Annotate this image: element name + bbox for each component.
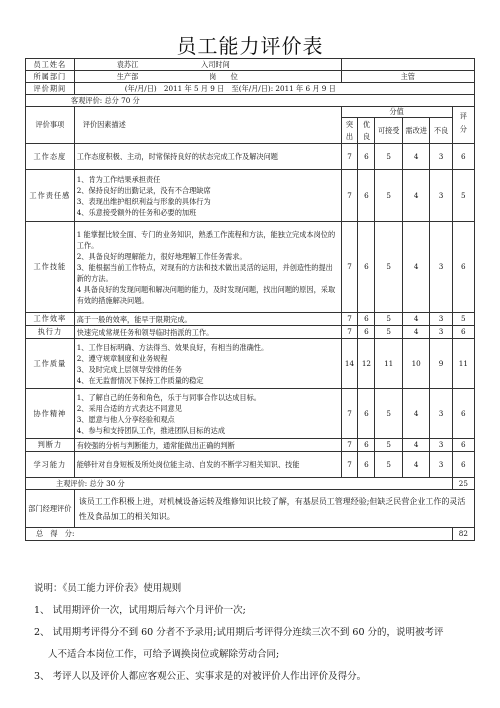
score-value: 5	[375, 144, 403, 170]
usage-rules	[34, 578, 480, 688]
rules-intro: 说明：《员工能力评价表》使用规则	[34, 583, 182, 594]
rating-value: 6	[452, 389, 474, 439]
score-value: 4	[402, 222, 430, 313]
criteria-description	[74, 439, 341, 452]
score-value: 3	[430, 389, 452, 439]
criteria-item: 学习能力	[26, 452, 75, 478]
department: 生产部	[116, 71, 139, 81]
score-value: 7	[341, 439, 358, 452]
description-line: 4、参与和支持团队工作，推进团队目标的达成	[76, 425, 226, 435]
score-value: 3	[430, 144, 452, 170]
score-value: 4	[402, 439, 430, 452]
description-line: 2、具备良好的理解能力，很好地理解工作任务需求。	[76, 251, 247, 261]
description-line: 3、表现出维护组织利益与形象的具体行为	[76, 196, 211, 206]
criteria-description	[74, 144, 341, 170]
description-line: 工作态度积极、主动，时常保持良好的状态完成工作及解决问题	[76, 152, 278, 161]
position-value: 主管	[341, 71, 474, 83]
score-value: 7	[341, 144, 358, 170]
score-value: 5	[375, 313, 403, 326]
score-value: 7	[341, 452, 358, 478]
score-value: 4	[402, 389, 430, 439]
score-value: 12	[358, 339, 375, 389]
score-value: 4	[402, 313, 430, 326]
criteria-row	[26, 222, 475, 313]
score-value: 6	[358, 326, 375, 339]
criteria-description	[74, 222, 341, 313]
description-line: 有较强的分析与判断能力，通常能做出正确的判断	[76, 440, 235, 450]
score-value: 10	[402, 339, 430, 389]
score-value: 6	[358, 389, 375, 439]
description-line: 1 能掌握比较全面、专门的业务知识，熟悉工作流程和方法，能独立完成本岗位的工作。	[76, 229, 336, 250]
rule-3: 3、 考评人以及评价人都应客观公正、实事求是的对被评价人作出评价及得分。	[34, 671, 367, 682]
score-value: 6	[358, 144, 375, 170]
description-line: 能够针对自身短板及所处岗位能主动、自发的不断学习相关知识、技能	[76, 460, 300, 469]
criteria-description	[74, 339, 341, 389]
header-rate: 评分	[452, 107, 474, 144]
entry-time-label: 入司时间	[201, 59, 230, 69]
criteria-description	[74, 389, 341, 439]
header-desc: 评价因素描述	[74, 107, 341, 144]
subjective-score: 25	[452, 478, 474, 490]
header-item: 评价事项	[26, 107, 75, 144]
rating-value: 6	[452, 222, 474, 313]
description-line: 1、了解自己的任务和角色，乐于与同事合作以达成目标。	[76, 392, 261, 402]
score-value: 5	[375, 222, 403, 313]
score-value: 6	[358, 313, 375, 326]
criteria-row	[26, 326, 475, 339]
description-line: 2、采用合适的方式表达不同意见	[76, 403, 182, 413]
description-line: 3、愿意与他人分享经验和观点	[76, 414, 175, 424]
score-value: 4	[402, 452, 430, 478]
description-line: 高于一般的效率，能早于限期完成。	[76, 314, 192, 324]
score-value: 5	[375, 452, 403, 478]
manager-row	[26, 490, 475, 528]
objective-total: 客观评价: 总分 70 分	[26, 95, 475, 107]
score-value: 6	[358, 452, 375, 478]
score-value: 5	[375, 439, 403, 452]
criteria-item: 协作精神	[26, 389, 75, 439]
rating-value: 11	[452, 339, 474, 389]
score-value: 7	[341, 222, 358, 313]
score-value: 5	[375, 170, 403, 222]
score-value: 4	[402, 144, 430, 170]
info-row-period	[26, 83, 475, 95]
rating-value: 6	[452, 452, 474, 478]
description-line: 1、肯为工作结果承担责任	[76, 174, 161, 184]
score-value: 6	[358, 170, 375, 222]
subjective-row	[26, 478, 475, 490]
rating-value: 5	[452, 170, 474, 222]
info-row-name	[26, 59, 475, 71]
dept-label: 所属部门	[26, 71, 75, 83]
score-value: 5	[375, 389, 403, 439]
level-needs-improvement: 需改进	[402, 118, 430, 144]
score-value: 3	[430, 222, 452, 313]
description-line: 1、工作目标明确、方法得当、效果良好，有相当的准确性。	[76, 342, 269, 352]
score-value: 14	[341, 339, 358, 389]
description-line: 2、保持良好的出勤记录，没有不合理缺席	[76, 185, 211, 195]
score-value: 7	[341, 313, 358, 326]
rating-value: 6	[452, 326, 474, 339]
score-value: 4	[402, 170, 430, 222]
criteria-description	[74, 326, 341, 339]
period-label: 评价期间	[26, 83, 75, 95]
score-value: 6	[358, 222, 375, 313]
criteria-item: 判断力	[26, 439, 75, 452]
total-row	[26, 528, 475, 541]
criteria-description	[74, 313, 341, 326]
manager-comment: 该员工工作积极上进，对机械设备运转及维修知识比较了解，有基层员工管理经验;但缺乏民营企业工作的灵活性及食品加工的相关知识。	[74, 490, 474, 528]
criteria-row	[26, 170, 475, 222]
criteria-description	[74, 170, 341, 222]
score-value: 3	[430, 439, 452, 452]
score-value: 5	[375, 326, 403, 339]
criteria-row	[26, 339, 475, 389]
rule-2: 2、 试用期考评得分不到 60 分者不予录用;试用期后考评得分连续三次不到 60 分的，说明被考评	[34, 627, 444, 638]
dept-and-position-cell	[74, 71, 341, 83]
score-value: 6	[358, 439, 375, 452]
employee-name: 袁苏江	[116, 59, 139, 69]
level-poor: 不良	[430, 118, 452, 144]
criteria-row	[26, 313, 475, 326]
score-value: 3	[430, 170, 452, 222]
manager-label: 部门经理评价	[26, 490, 75, 528]
criteria-item: 工作技能	[26, 222, 75, 313]
header-score: 分值	[341, 107, 452, 118]
total-score: 82	[452, 528, 474, 541]
rule-2-continued: 人不适合本岗位工作，可给予调换岗位或解除劳动合同;	[48, 649, 280, 660]
score-value: 3	[430, 313, 452, 326]
score-value: 11	[375, 339, 403, 389]
criteria-description	[74, 452, 341, 478]
subjective-label: 主观评价: 总分 30 分	[26, 478, 453, 490]
rule-1: 1、 试用期评价一次，试用期后每六个月评价一次;	[34, 605, 246, 616]
rating-value: 6	[452, 439, 474, 452]
position-label: 岗 位	[209, 71, 238, 81]
evaluation-form-table	[25, 58, 475, 541]
criteria-row	[26, 439, 475, 452]
description-line: 3、能根据当前工作特点，对现有的方法和技术做出灵活的运用，并创造性的提出新的方法。	[76, 262, 333, 283]
criteria-row	[26, 452, 475, 478]
score-value: 7	[341, 389, 358, 439]
score-value: 7	[341, 170, 358, 222]
rating-value: 5	[452, 313, 474, 326]
name-label: 员工姓名	[26, 59, 75, 71]
criteria-item: 执行力	[26, 326, 75, 339]
criteria-item: 工作责任感	[26, 170, 75, 222]
description-line: 4、乐意接受额外的任务和必要的加班	[76, 207, 197, 217]
entry-time-value	[341, 59, 474, 71]
criteria-row	[26, 144, 475, 170]
criteria-item: 工作质量	[26, 339, 75, 389]
level-good: 优良	[358, 118, 375, 144]
score-value: 3	[430, 326, 452, 339]
score-value: 3	[430, 452, 452, 478]
criteria-item: 工作效率	[26, 313, 75, 326]
description-line: 2、遵守规章制度和业务规程	[76, 353, 168, 363]
header-row-1	[26, 107, 475, 118]
score-value: 9	[430, 339, 452, 389]
level-acceptable: 可接受	[375, 118, 403, 144]
objective-total-row	[26, 95, 475, 107]
page-title: 员工能力评价表	[176, 34, 324, 58]
description-line: 快速完成常规任务和领导临时指派的工作。	[76, 327, 214, 337]
criteria-item: 工作态度	[26, 144, 75, 170]
description-line: 4 具备良好的发现问题和解决问题的能力，及时发现问题，找出问题的原因，采取有效的措施解决问题。	[76, 284, 336, 305]
criteria-row	[26, 389, 475, 439]
period-value: (年/月/日) 2011 年 5 月 9 日 至(年/月/日): 2011 年 6 月 9 日	[74, 83, 474, 95]
description-line: 4、在无监督情况下保持工作质量的稳定	[76, 375, 204, 385]
score-value: 4	[402, 326, 430, 339]
level-outstanding: 突出	[341, 118, 358, 144]
total-label: 总 得 分:	[26, 528, 453, 541]
info-row-dept	[26, 71, 475, 83]
rating-value: 6	[452, 144, 474, 170]
score-value: 7	[341, 326, 358, 339]
description-line: 3、及时完成上层领导安排的任务	[76, 364, 182, 374]
name-and-entry-cell	[74, 59, 341, 71]
